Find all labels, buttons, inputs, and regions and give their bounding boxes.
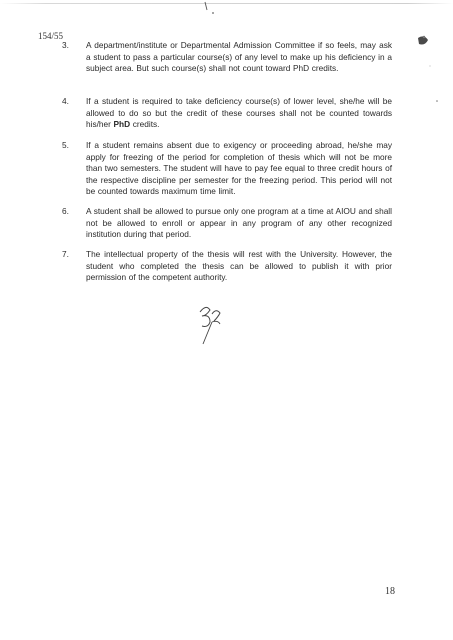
clause-text [86,96,392,131]
clause-number: 6. [62,206,69,216]
clause-text-part: credits. [130,119,160,130]
clause-text: The intellectual property of the thesis will rest with the University. However, the student who completed the thesis can be allowed to publish it with prior permission of the competent authority. [86,249,392,283]
clause-text-bold: PhD [113,119,131,130]
clause-text: If a student remains absent due to exigency or proceeding abroad, he/she may apply for freezing of the period for completion of thesis which will not be more than two semesters. The student will have to pay fee equal to three credit hours of the respective discipline per semester for the freezing period. This period will not be counted towards maximum time limit. [86,140,392,197]
clause-number: 4. [62,96,69,106]
handwritten-signature [196,302,222,346]
page-number: 18 [385,586,395,597]
clause-number: 5. [62,140,69,150]
scan-edge-line [0,3,453,4]
clause-text: A student shall be allowed to pursue only one program at a time at AIOU and shall not be allowed to enroll or appear in any program of any other recognized institution during that period. [86,206,392,240]
page-reference: 154/55 [38,31,64,41]
clause-text-part: If a student is required to take deficiency course(s) of lower level, she/he will be allowed to do so but the credit of these courses shall not be counted towards his/her [86,96,392,130]
clause-number: 3. [62,40,69,50]
clause-text: A department/institute or Departmental Admission Committee if so feels, may ask a student to pass a particular course(s) of any level to make up his deficiency in a subject area. But such course(s) shall not count toward PhD credits. [86,40,392,74]
clause-number: 7. [62,249,69,259]
